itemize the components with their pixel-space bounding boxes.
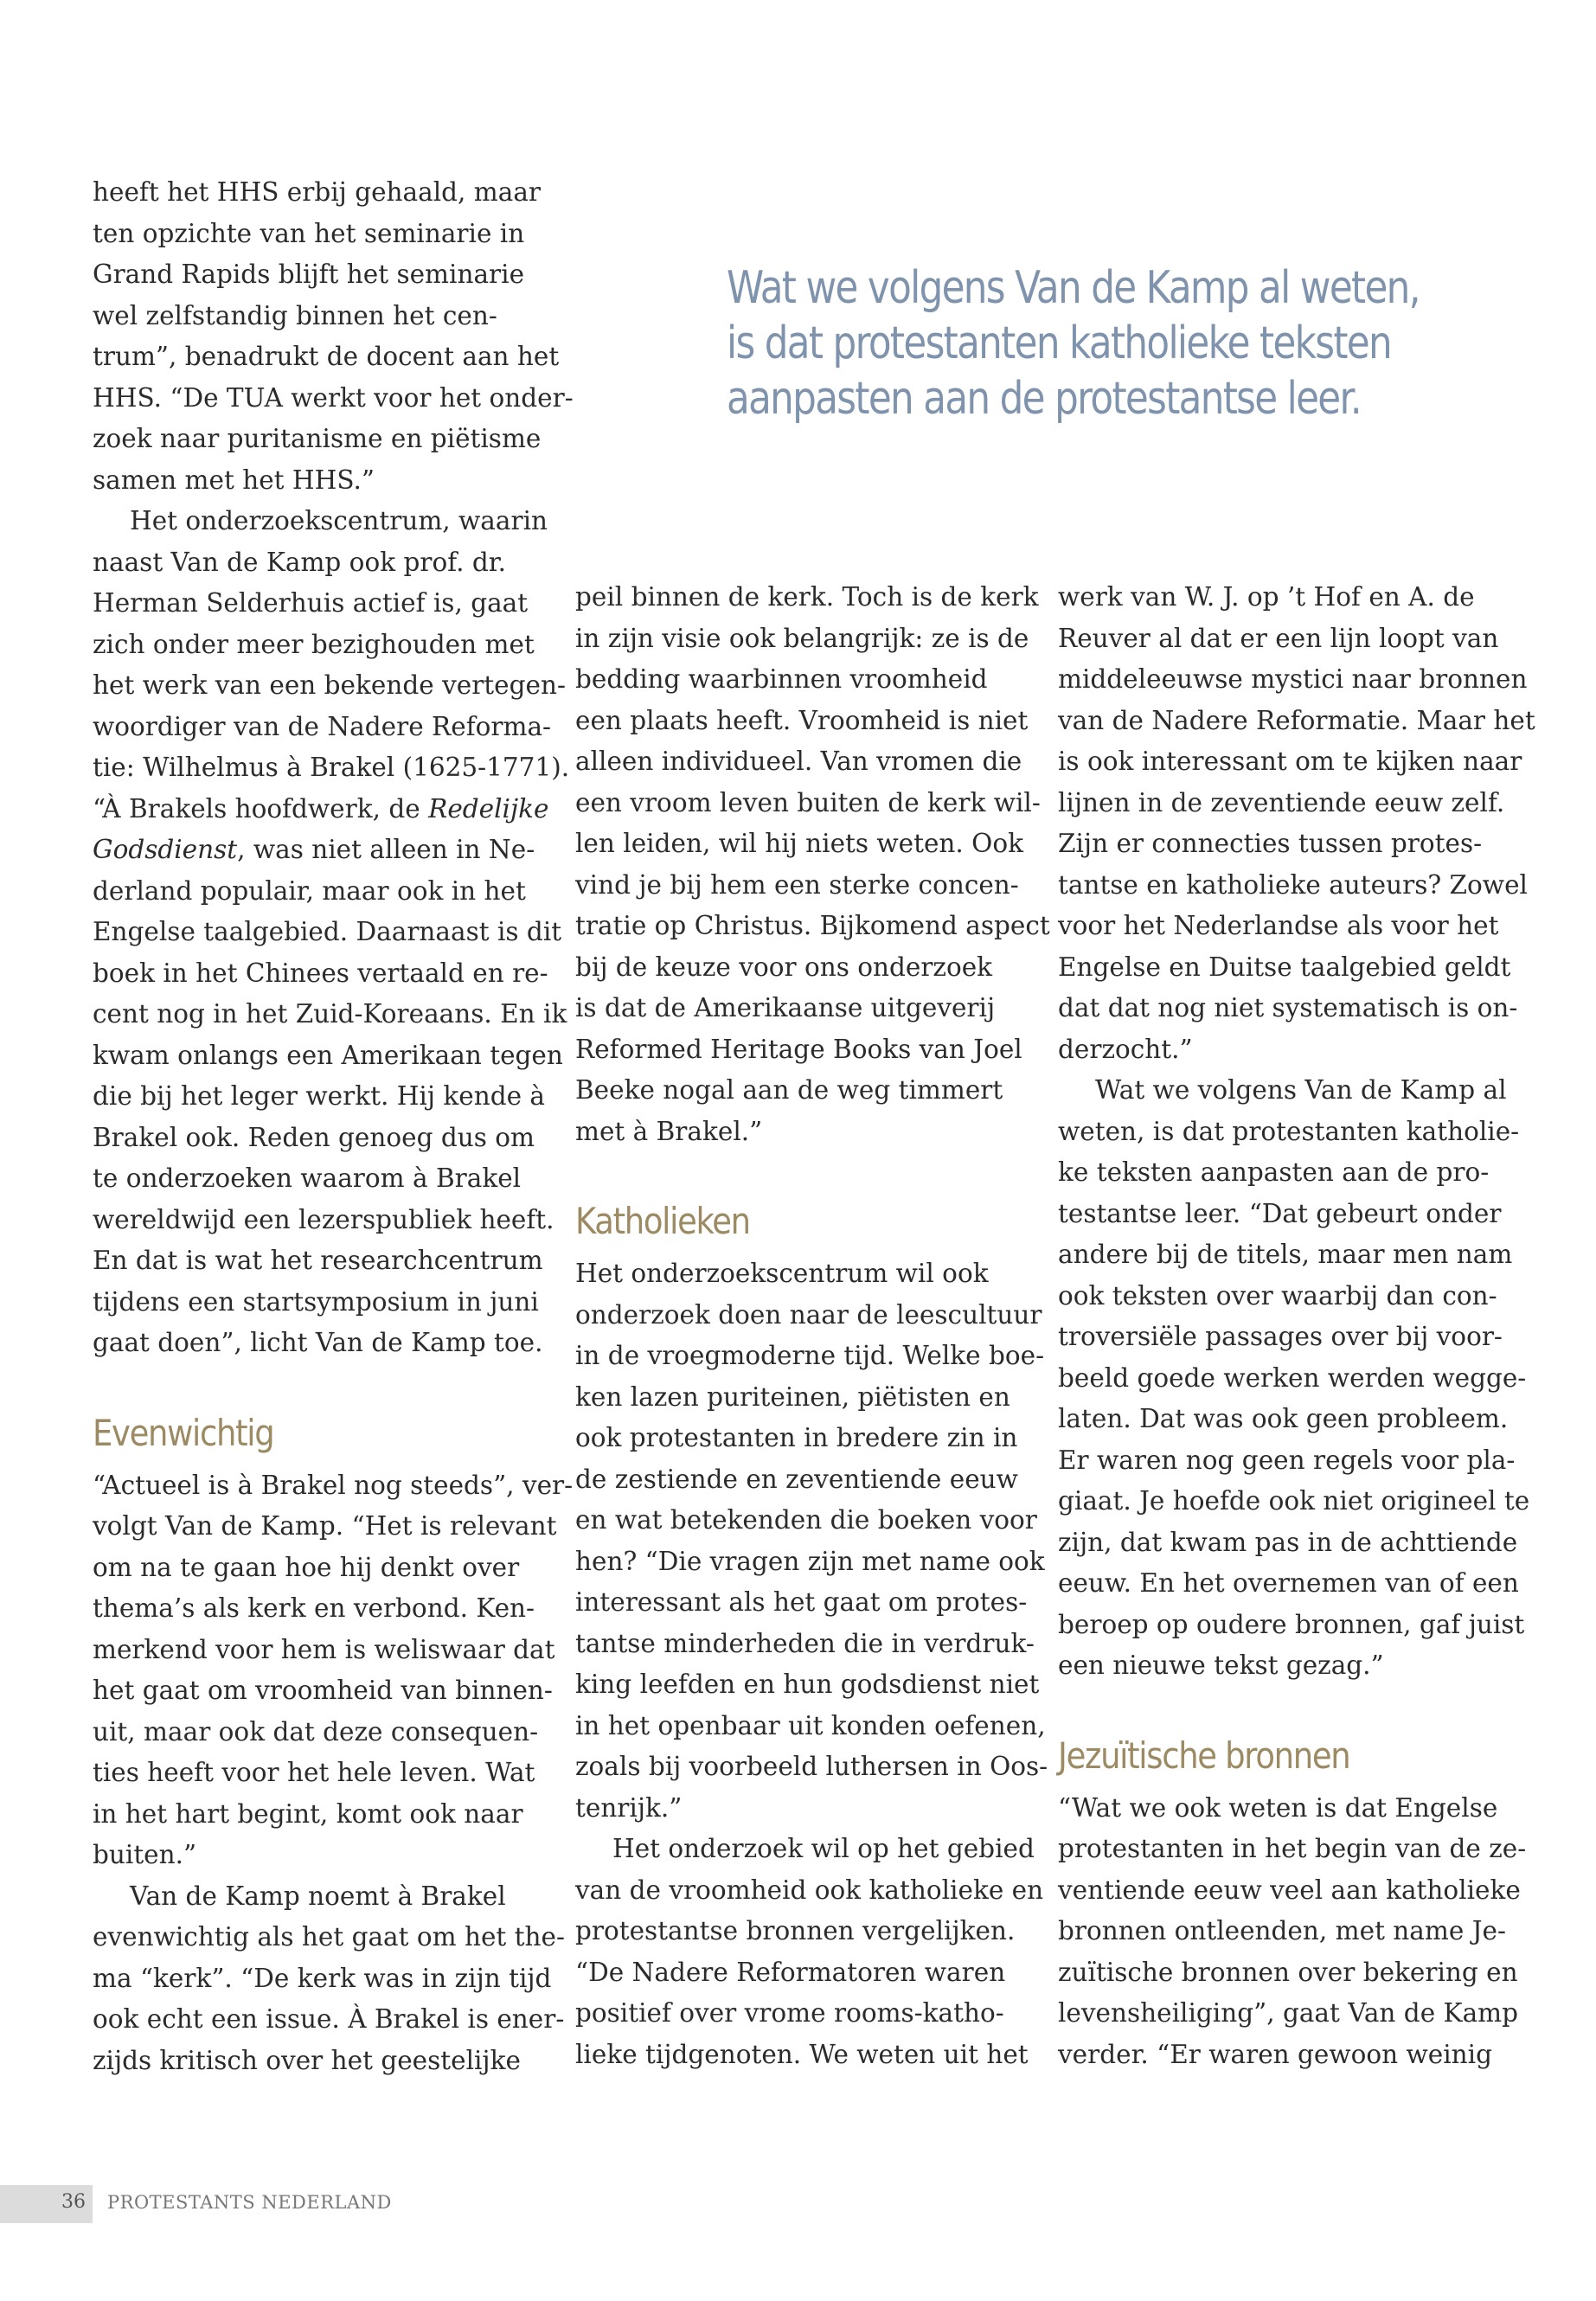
text-line: ken lazen puriteinen, piëtisten en (575, 1381, 1010, 1412)
text-line: woordiger van de Nadere Reforma- (93, 711, 552, 741)
text-line: om na te gaan hoe hij denkt over (93, 1552, 520, 1582)
text-line: lieke tijdgenoten. We weten uit het (575, 2039, 1029, 2069)
text-line: Zijn er connecties tussen protes- (1058, 829, 1483, 858)
text-line: wel zelfstandig binnen het cen- (93, 300, 497, 330)
text-line: volgt Van de Kamp. “Het is relevant (93, 1511, 557, 1541)
text-line: in het hart begint, komt ook naar (93, 1798, 523, 1829)
text-line (93, 789, 549, 830)
text-line: testantse leer. “Dat gebeurt onder (1058, 1198, 1502, 1228)
text-line: protestanten in het begin van de ze- (1058, 1834, 1527, 1863)
text-line: onderzoek doen naar de leescultuur (575, 1299, 1042, 1330)
text-line: Wat we volgens Van de Kamp al (1095, 1075, 1507, 1105)
text-line: “Actueel is à Brakel nog steeds”, ver- (93, 1470, 574, 1500)
text-line: kwam onlangs een Amerikaan tegen (93, 1040, 563, 1070)
text-line: van de Nadere Reformatie. Maar het (1058, 705, 1535, 735)
text-line: beroep op oudere bronnen, gaf juist (1058, 1609, 1525, 1639)
text-line: verder. “Er waren gewoon weinig (1058, 2039, 1493, 2069)
text-line: thema’s als kerk en verbond. Ken- (93, 1593, 535, 1623)
pull-quote-line: is dat protestanten katholieke teksten (727, 317, 1392, 369)
text-line: in het openbaar uit konden oefenen, (575, 1710, 1046, 1740)
text-line: een plaats heeft. Vroomheid is niet (575, 705, 1029, 735)
text-line: peil binnen de kerk. Toch is de kerk (575, 582, 1039, 612)
pull-quote-line: aanpasten aan de protestantse leer. (727, 373, 1361, 425)
text-line: positief over vrome rooms-katho- (575, 1998, 1004, 2028)
text-line: En dat is wat het researchcentrum (93, 1246, 543, 1275)
text-line: buiten.” (93, 1840, 197, 1869)
text-line: ten opzichte van het seminarie in (93, 218, 525, 248)
text-line: ties heeft voor het hele leven. Wat (93, 1758, 535, 1787)
text-line: “Wat we ook weten is dat Engelse (1058, 1792, 1498, 1823)
text-line: Reformed Heritage Books van Joel (575, 1034, 1022, 1064)
text-line: is ook interessant om te kijken naar (1058, 747, 1522, 776)
text-line: zich onder meer bezighouden met (93, 629, 535, 659)
text-line: samen met het HHS.” (93, 465, 375, 495)
text-line: Engelse en Duitse taalgebied geldt (1058, 952, 1511, 982)
pull-quote (727, 260, 1420, 426)
text-line: zijn, dat kwam pas in de achttiende (1058, 1527, 1518, 1557)
text-line: interessant als het gaat om protes- (575, 1587, 1028, 1617)
text-line: Het onderzoekscentrum wil ook (575, 1259, 989, 1288)
text-line: ma “kerk”. “De kerk was in zijn tijd (93, 1963, 552, 1993)
text-line: bronnen ontleenden, met name Je- (1058, 1916, 1506, 1945)
page-number: 36 (61, 2191, 86, 2213)
text-line: te onderzoeken waarom à Brakel (93, 1163, 522, 1193)
text-line: evenwichtig als het gaat om het the- (93, 1922, 565, 1952)
text-line: beeld goede werken werden wegge- (1058, 1362, 1527, 1393)
text-line: derland populair, maar ook in het (93, 875, 526, 906)
text-line: in de vroegmoderne tijd. Welke boe- (575, 1341, 1045, 1370)
text-line: laten. Dat was ook geen probleem. (1058, 1404, 1509, 1433)
text-line: voor het Nederlandse als voor het (1058, 911, 1499, 940)
text-line: de zestiende en zeventiende eeuw (575, 1464, 1018, 1494)
text-run: “À Brakels hoofdwerk, de (93, 793, 420, 824)
text-line: heeft het HHS erbij gehaald, maar (93, 177, 542, 207)
text-line: trum”, benadrukt de docent aan het (93, 342, 560, 371)
text-line: dat dat nog niet systematisch is on- (1058, 993, 1518, 1022)
text-line: tantse minderheden die in verdruk- (575, 1628, 1035, 1658)
text-line: tratie op Christus. Bijkomend aspect (575, 911, 1050, 940)
text-line: middeleeuwse mystici naar bronnen (1058, 664, 1528, 694)
text-line: Brakel ook. Reden genoeg dus om (93, 1122, 535, 1152)
publication-name: PROTESTANTS NEDERLAND (107, 2192, 392, 2213)
text-line: een nieuwe tekst gezag.” (1058, 1650, 1384, 1680)
text-line: bij de keuze voor ons onderzoek (575, 952, 993, 982)
text-line: andere bij de titels, maar men nam (1058, 1240, 1513, 1269)
text-line: alleen individueel. Van vromen die (575, 747, 1022, 776)
text-line: levensheiliging”, gaat Van de Kamp (1058, 1998, 1519, 2028)
section-heading: Jezuïtische bronnen (1058, 1734, 1350, 1777)
text-line: zuïtische bronnen over bekering en (1058, 1957, 1518, 1987)
text-line: ook echt een issue. À Brakel is ener- (93, 2004, 565, 2034)
text-column-2 (575, 577, 1050, 2075)
text-line: Engelse taalgebied. Daarnaast is dit (93, 917, 562, 946)
book-title: Redelijke (428, 793, 549, 824)
text-line: cent nog in het Zuid-Koreaans. En ik (93, 999, 567, 1029)
text-line: ook teksten over waarbij dan con- (1058, 1280, 1497, 1311)
text-line: het werk van een bekende vertegen- (93, 670, 566, 700)
text-line: ventiende eeuw veel aan katholieke (1058, 1875, 1521, 1905)
text-line: tantse en katholieke auteurs? Zowel (1058, 869, 1528, 900)
text-line: protestantse bronnen vergelijken. (575, 1916, 1016, 1945)
text-line: Beeke nogal aan de weg timmert (575, 1075, 1003, 1105)
text-line: een vroom leven buiten de kerk wil- (575, 787, 1041, 817)
text-line: eeuw. En het overnemen van of een (1058, 1568, 1519, 1598)
text-line: king leefden en hun godsdienst niet (575, 1670, 1040, 1699)
text-line: tenrijk.” (575, 1792, 683, 1823)
text-line: ke teksten aanpasten aan de pro- (1058, 1157, 1490, 1187)
text-line: van de vroomheid ook katholieke en (575, 1875, 1044, 1905)
text-line: zoals bij voorbeeld luthersen in Oos- (575, 1752, 1048, 1781)
text-line: Het onderzoek wil op het gebied (612, 1834, 1035, 1863)
text-line: boek in het Chinees vertaald en re- (93, 958, 548, 988)
text-column-1 (93, 172, 574, 2081)
text-line: wereldwijd een lezerspubliek heeft. (93, 1204, 554, 1234)
text-line: werk van W. J. op ’t Hof en A. de (1058, 582, 1475, 612)
text-line: Grand Rapids blijft het seminarie (93, 260, 525, 289)
text-line: ook protestanten in bredere zin in (575, 1423, 1018, 1452)
text-line: tijdens een startsymposium in juni (93, 1286, 539, 1317)
text-line: in zijn visie ook belangrijk: ze is de (575, 623, 1029, 653)
text-line: Van de Kamp noemt à Brakel (130, 1881, 506, 1911)
section-heading: Evenwichtig (93, 1411, 274, 1454)
text-line: en wat betekenden die boeken voor (575, 1505, 1037, 1535)
text-line: merkend voor hem is weliswaar dat (93, 1634, 555, 1664)
text-column-3 (1058, 577, 1535, 2075)
text-line: derzocht.” (1058, 1034, 1193, 1064)
text-line: zijds kritisch over het geestelijke (93, 2045, 521, 2075)
text-line: “De Nadere Reformatoren waren (575, 1957, 1006, 1987)
section-heading: Katholieken (575, 1200, 750, 1242)
text-line: bedding waarbinnen vroomheid (575, 664, 988, 694)
text-line: len leiden, wil hij niets weten. Ook (575, 829, 1024, 858)
text-line: hen? “Die vragen zijn met name ook (575, 1546, 1045, 1576)
text-line: tie: Wilhelmus à Brakel (1625-1771). (93, 753, 570, 782)
text-line (93, 830, 542, 871)
text-line: gaat doen”, licht Van de Kamp toe. (93, 1328, 543, 1357)
text-line: zoek naar puritanisme en piëtisme (93, 424, 542, 453)
text-line: met à Brakel.” (575, 1116, 763, 1146)
text-line: die bij het leger werkt. Hij kende à (93, 1081, 546, 1111)
text-line: lijnen in de zeventiende eeuw zelf. (1058, 787, 1505, 817)
text-line: giaat. Je hoefde ook niet origineel te (1058, 1486, 1530, 1516)
pull-quote-line: Wat we volgens Van de Kamp al weten, (727, 262, 1420, 314)
text-line: Reuver al dat er een lijn loopt van (1058, 623, 1499, 653)
text-line: uit, maar ook dat deze consequen- (93, 1716, 539, 1747)
text-line: Het onderzoekscentrum, waarin (130, 506, 548, 535)
text-line: troversiële passages over bij voor- (1058, 1322, 1503, 1351)
text-run: , was niet alleen in Ne- (237, 835, 535, 864)
text-line: weten, is dat protestanten katholie- (1058, 1116, 1520, 1146)
text-line: Herman Selderhuis actief is, gaat (93, 588, 529, 618)
text-line: naast Van de Kamp ook prof. dr. (93, 547, 506, 577)
text-line: vind je bij hem een sterke concen- (575, 869, 1019, 900)
text-line: HHS. “De TUA werkt voor het onder- (93, 382, 574, 413)
text-line: het gaat om vroomheid van binnen- (93, 1676, 553, 1705)
book-title: Godsdienst (93, 835, 238, 864)
text-line: is dat de Amerikaanse uitgeverij (575, 993, 996, 1022)
text-line: Er waren nog geen regels voor pla- (1058, 1445, 1516, 1475)
